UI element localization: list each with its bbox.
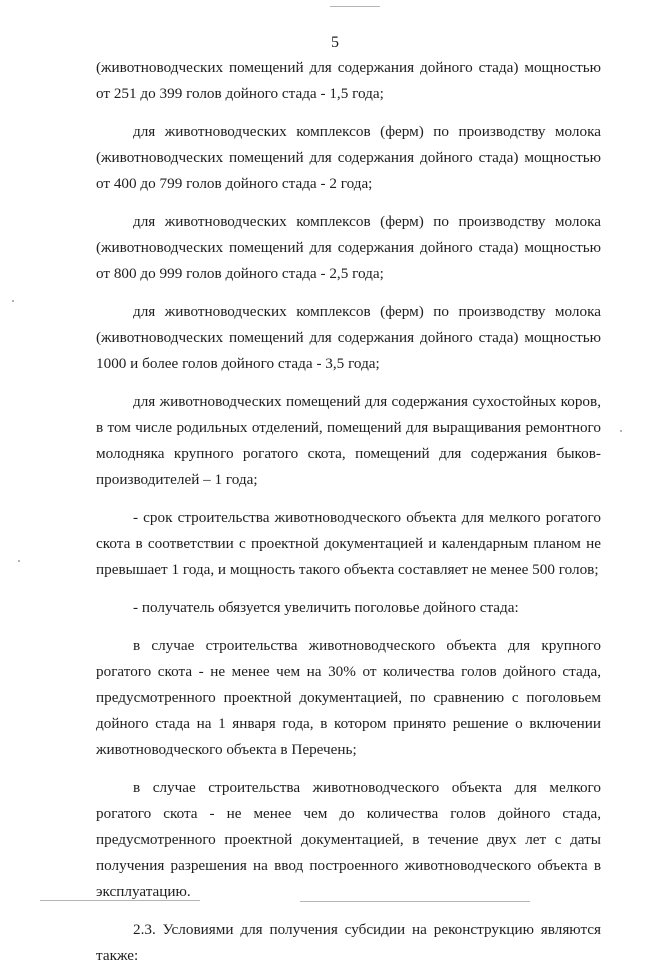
scan-artifact-top — [330, 6, 380, 7]
paragraph-small-cattle-case: в случае строительства животноводческого объекта для мелкого рогатого скота - не менее чем до количества голов дойного стада, предусмотренного проектной документацией, в течение двух лет с даты получения разрешения на ввод построенного животноводческого объекта в эксплуатацию. — [96, 779, 601, 900]
paragraph-reconstruction-conditions: 2.3. Условиями для получения субсидии на реконструкцию являются также: — [96, 921, 601, 964]
paragraph-dairy-400-799: для животноводческих комплексов (ферм) по производству молока (животноводческих помещений для содержания дойного стада) мощностью от 400 до 799 голов дойного стада - 2 года; — [96, 123, 601, 192]
scan-artifact-bottom-left — [40, 900, 200, 901]
paragraph-small-cattle-term: - срок строительства животноводческого объекта для мелкого рогатого скота в соответствии с проектной документацией и календарным планом не превышает 1 года, и мощность такого объекта составляет не менее 500 голов; — [96, 509, 601, 578]
paragraph-herd-increase: - получатель обязуется увеличить поголовье дойного стада: — [133, 599, 519, 616]
paragraph-dry-cows: для животноводческих помещений для содержания сухостойных коров, в том числе родильных отделений, помещений для выращивания ремонтного молодняка крупного рогатого скота, помещений для содержания быков-производителей – 1 года; — [96, 393, 601, 488]
page-number: 5 — [331, 34, 339, 51]
paragraph-continuation: (животноводческих помещений для содержания дойного стада) мощностью от 251 до 399 голов дойного стада - 1,5 года; — [96, 59, 601, 102]
scan-speck — [18, 560, 20, 562]
paragraph-dairy-800-999: для животноводческих комплексов (ферм) по производству молока (животноводческих помещений для содержания дойного стада) мощностью от 800 до 999 голов дойного стада - 2,5 года; — [96, 213, 601, 282]
scan-speck — [620, 430, 622, 432]
paragraph-dairy-1000-plus: для животноводческих комплексов (ферм) по производству молока (животноводческих помещений для содержания дойного стада) мощностью 1000 и более голов дойного стада - 3,5 года; — [96, 303, 601, 372]
scan-speck — [12, 300, 14, 302]
paragraph-large-cattle-case: в случае строительства животноводческого объекта для крупного рогатого скота - не менее чем на 30% от количества голов дойного стада, предусмотренного проектной документацией, по сравнению с поголовьем дойного стада на 1 января года, в котором принято решение о включении животноводческого объекта в Перечень; — [96, 637, 601, 758]
scan-artifact-bottom-right — [300, 901, 530, 902]
document-body — [96, 55, 601, 969]
